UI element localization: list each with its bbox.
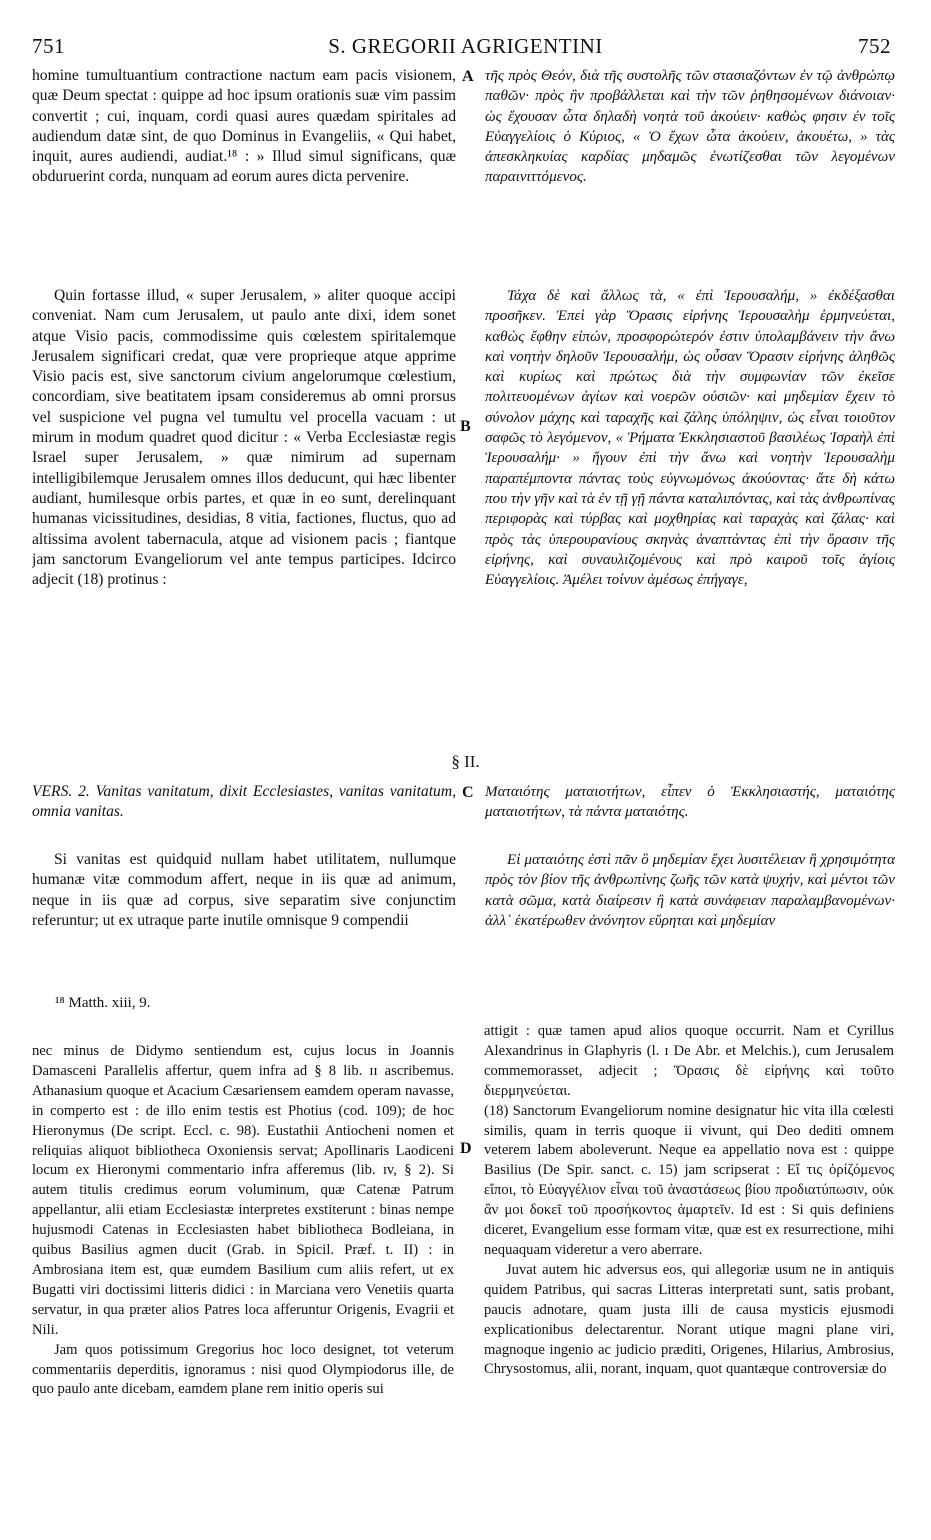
- section-heading: § II.: [451, 752, 480, 771]
- footnote-18: ¹⁸ Matth. xiii, 9.: [55, 995, 151, 1011]
- margin-marker-b: B: [460, 418, 471, 435]
- margin-marker-d: D: [460, 1140, 472, 1157]
- greek-paragraph-2: Τάχα δὲ καὶ ἄλλως τὰ, « ἐπὶ Ἱερουσαλήμ, » ἐκδέξασθαι προσῆκεν. Ἐπεὶ γὰρ Ὅρασις εἰρήνης Ἱερουσαλὴμ ἑρμηνεύεται, καθὼς ἔφθην εἰπών, προσφορώτερόν ἐστιν ὑπολαμβάνειν τὴν ἄνω καὶ νοητὴν δηλοῦν Ἱερουσαλήμ, ὡς οὖσαν Ὅρασιν εἰρήνης ἀληθῶς καὶ κυρίως καὶ πρώτως διὰ τὴν συμφωνίαν τῶν ἐκεῖσε πολιτευομένων ἁγίων καὶ νοερῶν οὐσιῶν· καὶ μηδεμίαν ἔχειν τὸ σύνολον μάχης καὶ ταραχῆς καὶ ζάλης ὑπόληψιν, ὡς εἶναι τοιοῦτον σαφῶς τὸ λεγόμενον, « Ῥήματα Ἐκκλησιαστοῦ βασιλέως Ἰσραὴλ ἐπὶ Ἱερουσαλήμ· » ἤγουν ἐπὶ τὴν ἄνω καὶ νοητὴν Ἱερουσαλὴμ παραπέμποντα πάντας τοὺς εὐγνωμόνως ἀκούοντας· ἅτε δὴ κάτω που τὴν γῆν καὶ τὰ ἐν τῇ γῇ πάντα καταλιπόντας, καὶ τὰς ἀνθρωπίνας περιφορὰς καὶ τύρβας καὶ μοχθηρίας καὶ ταραχὰς καὶ ζάλας· καὶ πρὸς τὰς ὑπερουρανίους σκηνὰς ἀναπτάντας ἐπὶ τὴν ὅρασιν τῆς εἰρήνης, καὶ συναυλιζομένους καὶ πρὸ καιροῦ τοῖς ἁγίοις Εὐαγγελίοις. Ἀμέλει τοίνυν ἀμέσως ἐπήγαγε,: [485, 288, 895, 589]
- latin-paragraph-1: homine tumultuantium contractione nactum eam pacis visionem, quæ Deum spectat : quippe ad hoc ipsum orationis suæ vim passim convertit ; cui, inquam, cordi quasi aures quædam spiritales ad audiendum datæ sint, de quo Dominus in Evangeliis, « Qui habet, inquit, aures audiendi, audiat.¹⁸ : » Illud simul significans, quæ obduruerint corda, nunquam ad eorum aures dicta pervenire.: [32, 67, 456, 186]
- note-paragraph: (18) Sanctorum Evangeliorum nomine designatur hic vita illa cœlesti similis, quam in terris quoque ii vivunt, qui Deo dediti omnem veterem labem aboleverunt. Neque ea appellatio nova est : quippe Basilius (De Spir. sanct. c. 15) jam scripserat : Εἴ τις ὁρίζόμενος εἴποι, τὸ Εὐαγγέλιον εἶναι τοῦ ἀναστάσεως βίου προδιατύπωσιν, οὐκ ἂν μοι δοκεῖ τοῦ προσήκοντος ἁμαρτεῖν. Id est : Si quis definiens diceret, Evangelium esse formam vitæ, quæ est ex resurrectione, mihi nequaquam videretur a vero aberrare.: [484, 1102, 894, 1258]
- note-paragraph: nec minus de Didymo sentiendum est, cujus locus in Joannis Damasceni Parallelis affertur, quem infra ad § 8 lib. ɪɪ ascribemus. Athanasium quoque et Acacium Cæsariensem eamdem operam navasse, in comperto est : de illo enim testis est Photius (cod. 109); de hoc Hieronymus (De script. Eccl. c. 98). Eustathii Antiocheni nomen et reliquias aliquot bibliotheca Oxoniensis servat; Apollinaris Laodiceni locum ex Hieronymi commentario infra afferemus (lib. ɪv, § 2). Si autem titulis credimus eorum voluminum, quæ Catenæ Patrum appellantur, alii etiam Ecclesiastæ interpretes exstiterunt : binas nempe hujusmodi Catenas in Ecclesiasten habet bibliotheca Bodleiana, in quibus Basilius agmen ducit (Grab. in Spicil. Præf. t. II) : in Ambrosiana item est, quæ eumdem Basilium cum aliis refert, ut ex Bugatti viri doctissimi litteris didici : in Marciana vero Venetiis quarta servatur, in qua præter alios Patres loca afferuntur Origenis, Evagrii et Nili.: [32, 1043, 454, 1338]
- running-title: S. GREGORII AGRIGENTINI: [328, 34, 603, 58]
- page-number-right: 752: [858, 34, 891, 58]
- latin-paragraph-2: Quin fortasse illud, « super Jerusalem, » aliter quoque accipi conveniat. Nam cum Jerusalem, ut paulo ante dixi, idem sonet atque Visio pacis, commodissime quis cœlestem spiritalemque Jerusalem significari credat, quæ vere proprieque atque apprime Visio pacis est, sive sanctorum civium angelorumque cœlestium, concordiam, sive beatitatem ipsam consideremus ab omni prorsus vel suspicione vel pugna vel tumultu vel procella vacuam : ut mirum in modum quadret quod dicitur : « Verba Ecclesiastæ regis Israel super Jerusalem, » quæ nimirum ad supernam intelligibilemque Jerusalem omnes illos deducunt, qui hæc libenter audiant, humilesque orbis partes, et quæ in eo sunt, derelinquant humanas vicissitudines, desidias, 8 vitia, factiones, fluctus, quo ad altissima avolent tabernacula, atque ad visionem pacis ; fiantque jam sanctorum Evangeliorum vel ante tempus participes. Idcirco adjecit (18) protinus :: [32, 287, 456, 589]
- note-paragraph: attigit : quæ tamen apud alios quoque occurrit. Nam et Cyrillus Alexandrinus in Glaphyris (l. ɪ De Abr. et Melchis.), cum Jerusalem commemorasset, adjecit ; Ὅρασις δὲ εἰρήνης καὶ τοῦτο διερμηνεύεται.: [484, 1023, 894, 1099]
- margin-marker-c: C: [462, 784, 474, 801]
- margin-marker-a: A: [462, 68, 474, 85]
- note-paragraph: Juvat autem hic adversus eos, qui allegoriæ usum ne in antiquis quidem Patribus, qui sacras Litteras interpretati sunt, satis probant, paucis adnotare, quam justa illi de causa mysticis ejusmodi explicationibus delectarentur. Norant utique magni plane viri, magnoque ingenio ac judicio præditi, Origenes, Hilarius, Ambrosius, Chrysostomus, alii, norant, inquam, quot quantæque controversiæ do: [484, 1261, 894, 1378]
- greek-paragraph-1: τῆς πρὸς Θεόν, διὰ τῆς συστολῆς τῶν στασιαζόντων ἐν τῷ ἀνθρώπῳ παθῶν· πρὸς ἣν προβάλλεται καὶ τὴν τῶν ῥηθησομένων διάνοιαν· ὡς ἔχουσαν ὦτα δηλαδὴ νοητὰ τοῦ ἀκούειν· καθὼς φησιν ἐν τοῖς Εὐαγγελίοις ὁ Κύριος, « Ὁ ἔχων ὦτα ἀκούειν, ἀκουέτω, » τὰς ἀπεσκληκυίας καρδίας μηδαμῶς ἐνωτίζεσθαι τῶν λεγομένων παραινιττόμενος.: [485, 68, 895, 186]
- notes-left-column: [32, 1042, 454, 1518]
- verse-greek: Ματαιότης ματαιοτήτων, εἶπεν ὁ Ἐκκλησιαστής, ματαιότης ματαιοτήτων, τὰ πάντα ματαιότης.: [485, 784, 895, 821]
- notes-right-column: [484, 1022, 894, 1518]
- verse-latin: VERS. 2. Vanitas vanitatum, dixit Ecclesiastes, vanitas vanitatum, omnia vanitas.: [32, 783, 456, 821]
- note-paragraph: Jam quos potissimum Gregorius hoc loco designet, tot veterum commentariis deperditis, ignoramus : nisi quod Olympiodorus ille, de quo paulo ante dicebam, eamdem plane rem initio operis sui: [32, 1341, 454, 1398]
- greek-paragraph-3: Εἰ ματαιότης ἐστὶ πᾶν ὃ μηδεμίαν ἔχει λυσιτέλειαν ἢ χρησιμότητα πρὸς τὸν βίον τῆς ἀνθρωπίνης ζωῆς τῶν κατὰ ψυχήν, καὶ μέντοι τῶν κατὰ σῶμα, κατὰ διαίρεσιν ἢ κατὰ συνάφειαν παραλαμβανομένων· ἀλλ᾽ ἑκατέρωθεν ἀνόνητον εὕρηται καὶ μηδεμίαν: [485, 852, 895, 929]
- page-number-left: 751: [32, 34, 65, 58]
- latin-paragraph-3: Si vanitas est quidquid nullam habet utilitatem, nullumque humanæ vitæ commodum affert, neque in iis quæ ad animum, neque in iis quæ ad corpus, sive separatim sive conjunctim referuntur; ut ex utraque parte inutile omnisque 9 compendii: [32, 851, 456, 929]
